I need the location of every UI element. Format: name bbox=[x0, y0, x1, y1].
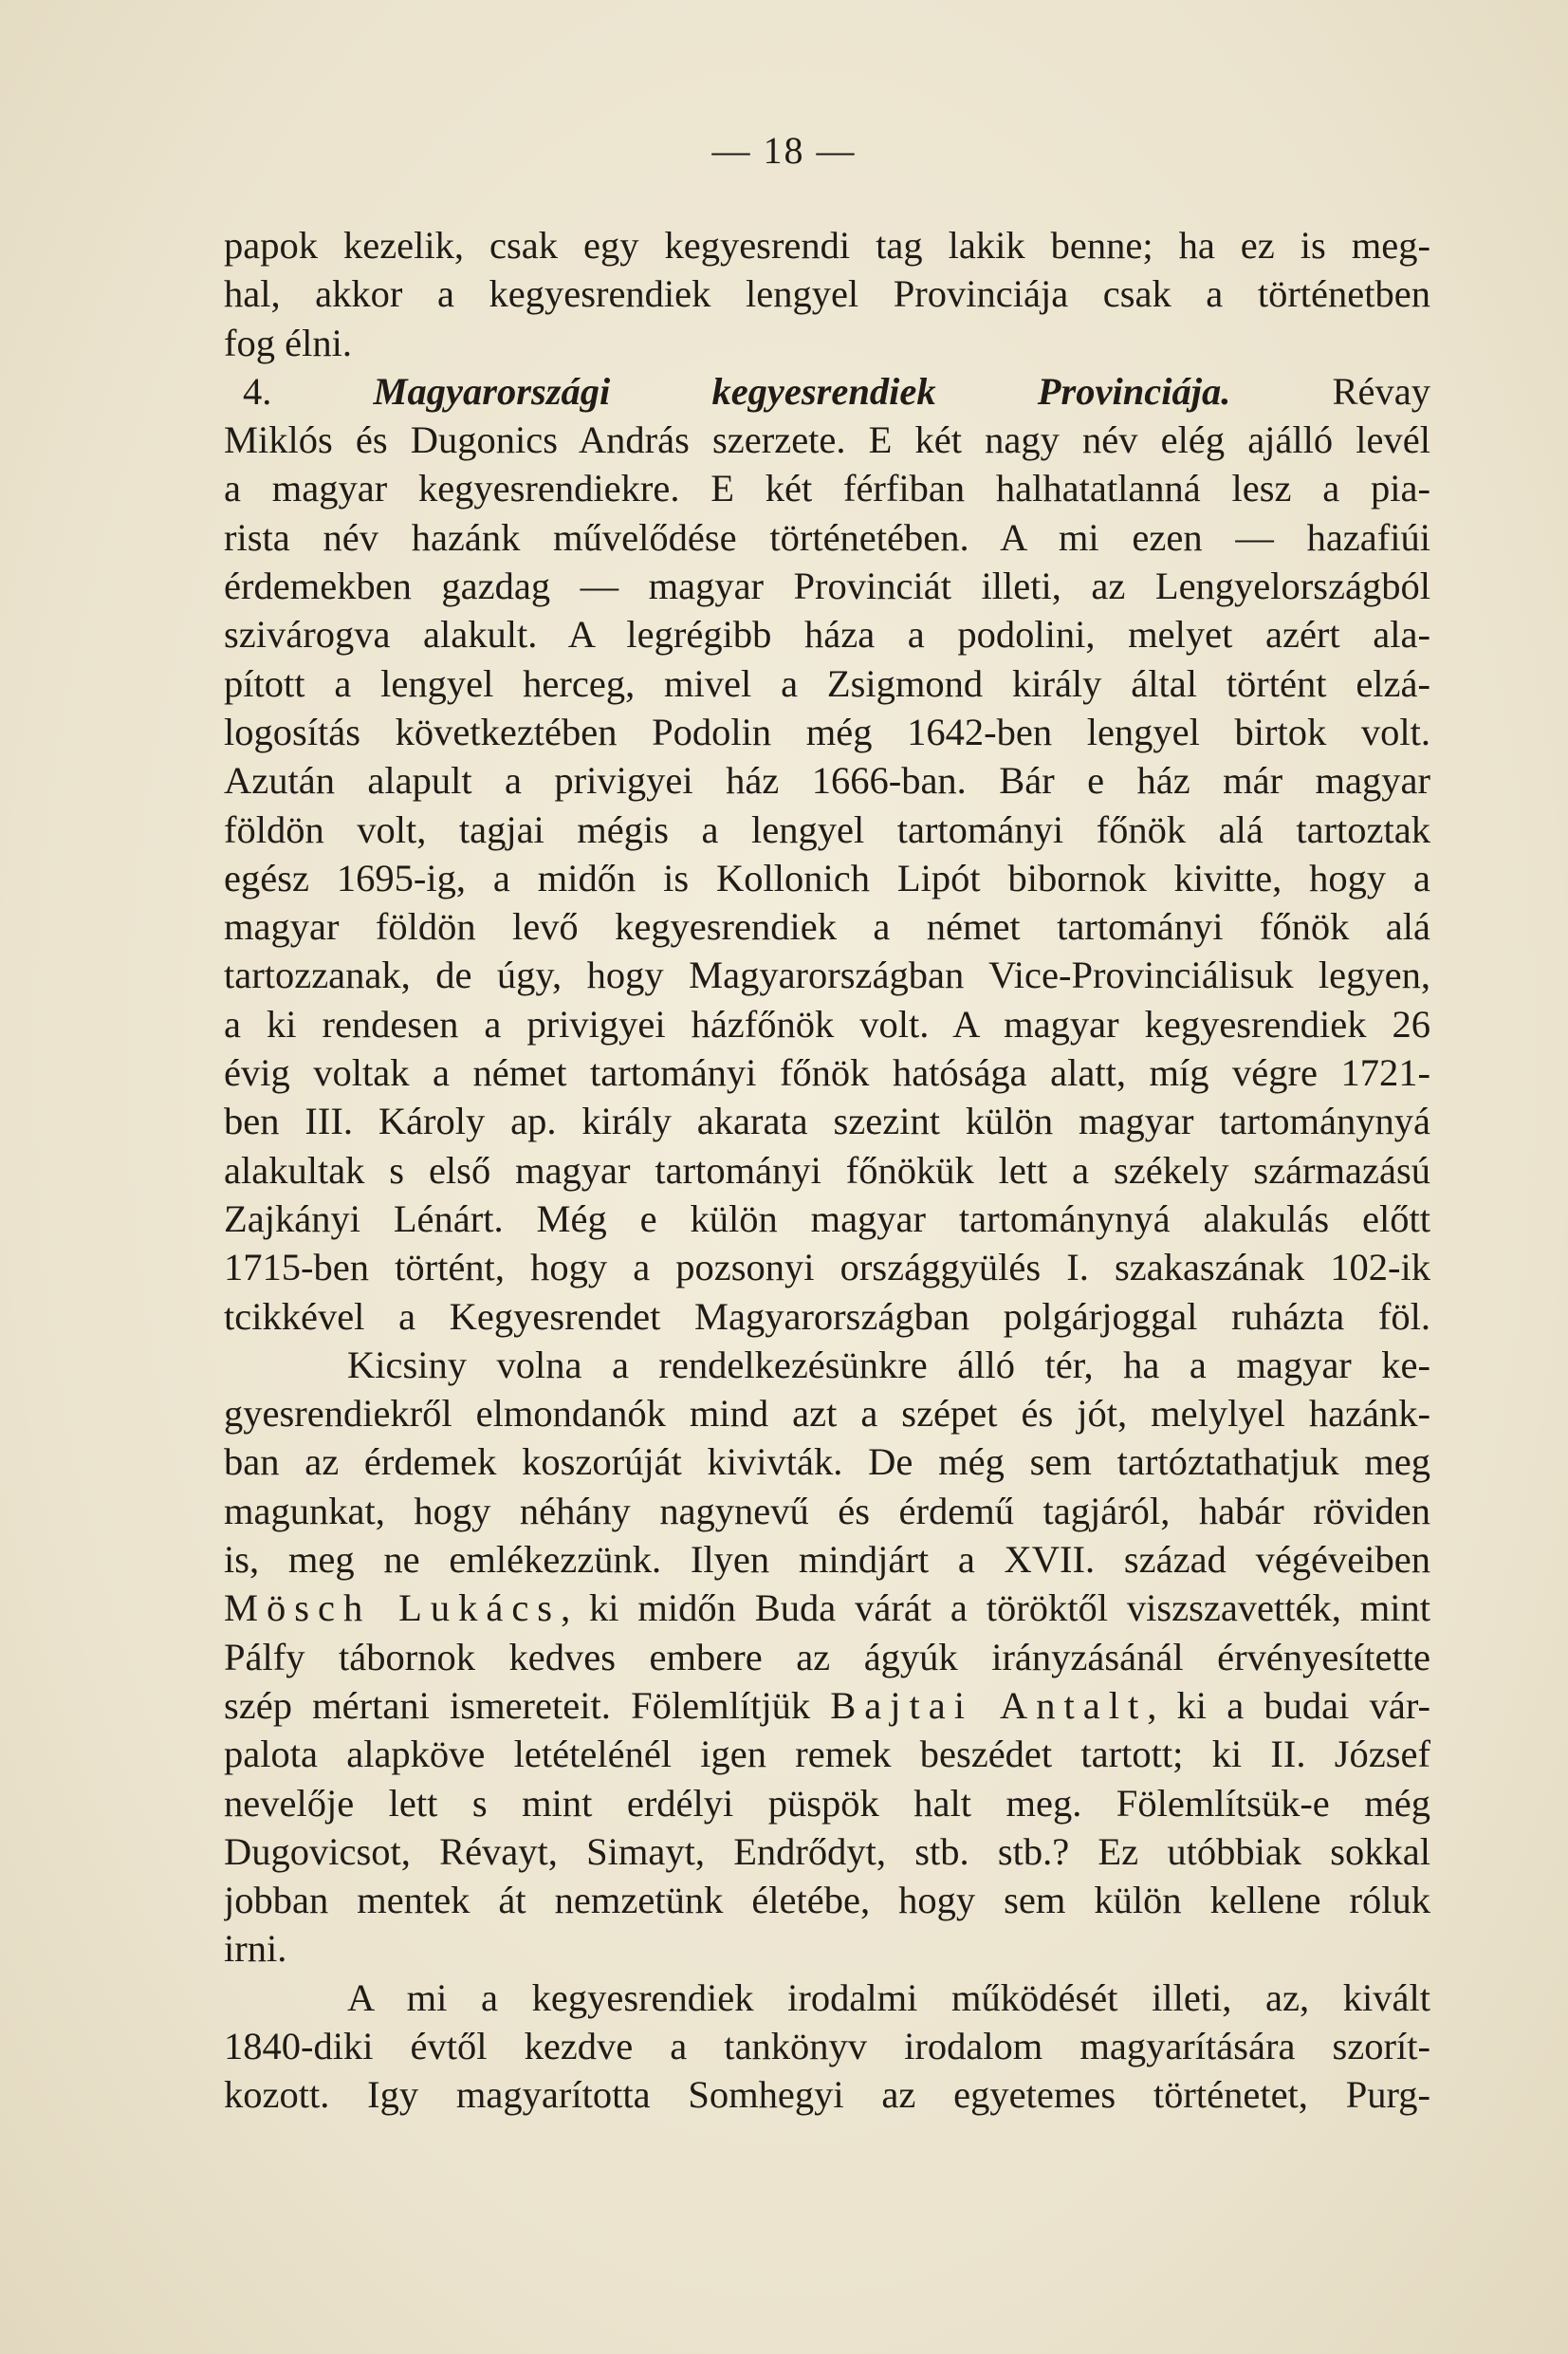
text-line: magyar földön levő kegyesrendiek a német tartományi főnök alá bbox=[224, 905, 1430, 949]
section-number: 4. bbox=[243, 369, 272, 413]
text-line: fog élni. bbox=[224, 321, 352, 364]
text-line: tartozzanak, de úgy, hogy Magyarországban Vice-Provinciálisuk legyen, bbox=[224, 954, 1430, 997]
text-line: rista név hazánk művelődése történetében. A mi ezen — hazafiúi bbox=[224, 515, 1430, 559]
text-line: irni. bbox=[224, 1927, 287, 1971]
text-line: papok kezelik, csak egy kegyesrendi tag lakik benne; ha ez is meg- bbox=[224, 224, 1430, 267]
paragraph-4 bbox=[224, 1974, 1430, 2120]
page-number: — 18 — bbox=[711, 129, 857, 172]
section-title: Magyarországi kegyesrendiek Provinciája. bbox=[373, 369, 1231, 413]
text-line: A mi a kegyesrendiek irodalmi működését illeti, az, kivált bbox=[347, 1975, 1430, 2019]
text-line: 1840-diki évtől kezdve a tankönyv irodalom magyarítására szorít- bbox=[224, 2024, 1430, 2067]
text-fragment: szép mértani ismereteit. Fölemlítjük bbox=[224, 1683, 831, 1727]
text-line: Miklós és Dugonics András szerzete. E két nagy név elég ajálló levél bbox=[224, 418, 1430, 462]
text-line: 1715-ben történt, hogy a pozsonyi országgyülés I. szakaszának 102-ik bbox=[224, 1246, 1430, 1289]
text-line: Azután alapult a privigyei ház 1666-ban. Bár e ház már magyar bbox=[224, 759, 1430, 803]
text-line: kozott. Igy magyarította Somhegyi az egyetemes történetet, Purg- bbox=[224, 2073, 1430, 2117]
text-line: ban az érdemek koszorúját kivivták. De még sem tartóztathatjuk meg bbox=[224, 1440, 1430, 1484]
text-line: Pálfy tábornok kedves embere az ágyúk irányzásánál érvényesítette bbox=[224, 1635, 1430, 1678]
person-name-mosch: Mösch Lukács bbox=[224, 1586, 562, 1630]
text-line bbox=[224, 1681, 1430, 1730]
text-line: pított a lengyel herceg, mivel a Zsigmond király által történt elzá- bbox=[224, 661, 1430, 705]
text-line: földön volt, tagjai mégis a lengyel tartományi főnök alá tartoztak bbox=[224, 807, 1430, 851]
text-fragment: , ki midőn Buda várát a töröktől viszszavették, mint bbox=[561, 1586, 1430, 1630]
text-line: tcikkével a Kegyesrendet Magyarországban polgárjoggal ruházta föl. bbox=[224, 1294, 1430, 1338]
text-line bbox=[224, 1584, 1430, 1632]
text-line: jobban mentek át nemzetünk életébe, hogy sem külön kellene róluk bbox=[224, 1879, 1430, 1922]
text-line: egész 1695-ig, a midőn is Kollonich Lipót bibornok kivitte, hogy a bbox=[224, 856, 1430, 899]
text-line: a magyar kegyesrendiekre. E két férfiban halhatatlanná lesz a pia- bbox=[224, 467, 1430, 510]
text-line: palota alapköve letételénél igen remek beszédet tartott; ki II. József bbox=[224, 1733, 1430, 1776]
text-line: hal, akkor a kegyesrendiek lengyel Provinciája csak a történetben bbox=[224, 272, 1430, 316]
text-line: nevelője lett s mint erdélyi püspök halt meg. Fölemlítsük-e még bbox=[224, 1781, 1430, 1825]
text-line: ben III. Károly ap. király akarata szezint külön magyar tartománynyá bbox=[224, 1100, 1430, 1143]
text-line: magunkat, hogy néhány nagynevű és érdemű tagjáról, habár röviden bbox=[224, 1489, 1430, 1532]
text-fragment: , ki a budai vár- bbox=[1147, 1683, 1430, 1727]
text-line: szivárogva alakult. A legrégibb háza a podolini, melyet azért ala- bbox=[224, 613, 1430, 657]
text-line: érdemekben gazdag — magyar Provinciát illeti, az Lengyelországból bbox=[224, 565, 1430, 608]
text-line: logosítás következtében Podolin még 1642-ben lengyel birtok volt. bbox=[224, 710, 1430, 753]
text-line: évig voltak a német tartományi főnök hatósága alatt, míg végre 1721- bbox=[224, 1051, 1430, 1095]
section-heading-rest: Révay bbox=[1332, 369, 1430, 413]
text-line: gyesrendiekről elmondanók mind azt a szépet és jót, melylyel hazánk- bbox=[224, 1392, 1430, 1436]
section-heading-line bbox=[224, 367, 1430, 416]
paragraph-1 bbox=[224, 221, 1430, 367]
text-line: Dugovicsot, Révayt, Simayt, Endrődyt, stb. stb.? Ez utóbbiak sokkal bbox=[224, 1829, 1430, 1873]
text-line: Zajkányi Lénárt. Még e külön magyar tartománynyá alakulás előtt bbox=[224, 1196, 1430, 1240]
text-body bbox=[224, 221, 1430, 2120]
person-name-bajtai: Bajtai Antalt bbox=[830, 1683, 1148, 1727]
text-line: a ki rendesen a privigyei házfőnök volt. A magyar kegyesrendiek 26 bbox=[224, 1002, 1430, 1046]
text-line: Kicsiny volna a rendelkezésünkre álló tér, ha a magyar ke- bbox=[347, 1343, 1430, 1386]
text-line: alakultak s első magyar tartományi főnökük lett a székely származású bbox=[224, 1148, 1430, 1192]
paragraph-2 bbox=[224, 367, 1430, 1341]
text-line: is, meg ne emlékezzünk. Ilyen mindjárt a XVII. század végéveiben bbox=[224, 1538, 1430, 1582]
paragraph-3 bbox=[224, 1341, 1430, 1974]
